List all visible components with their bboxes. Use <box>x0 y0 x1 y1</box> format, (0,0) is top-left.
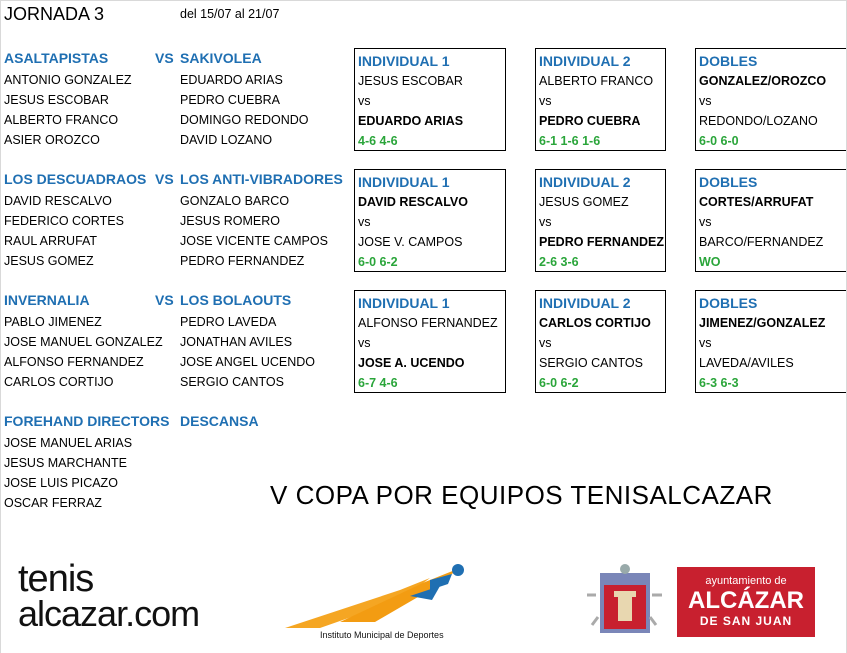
ayto-line3: DE SAN JUAN <box>699 614 793 628</box>
jornada-title: JORNADA 3 <box>4 4 105 24</box>
player-b: JOSE ANGEL UCENDO <box>180 355 315 369</box>
tournament-title: V COPA POR EQUIPOS TENISALCAZAR <box>270 480 773 510</box>
player-b: PEDRO CUEBRA <box>180 93 281 107</box>
dobles-box <box>695 48 846 151</box>
individual-1-box <box>354 169 506 272</box>
resting-player: JESUS MARCHANTE <box>4 456 127 470</box>
player-a: ANTONIO GONZALEZ <box>4 73 132 87</box>
box-title: INDIVIDUAL 1 <box>358 174 450 190</box>
imd-caption: Instituto Municipal de Deportes <box>320 630 444 640</box>
team-b-name: LOS BOLAOUTS <box>180 292 292 308</box>
box-player-2: EDUARDO ARIAS <box>358 114 464 128</box>
player-b: GONZALO BARCO <box>180 194 290 208</box>
team-a-name: ASALTAPISTAS <box>4 50 109 66</box>
box-player-1: ALFONSO FERNANDEZ <box>358 316 498 330</box>
box-player-2: BARCO/FERNANDEZ <box>699 235 824 249</box>
logo-text-line1: tenis <box>18 558 94 600</box>
box-title: INDIVIDUAL 2 <box>539 53 631 69</box>
player-a: ALBERTO FRANCO <box>4 113 119 127</box>
player-b: EDUARDO ARIAS <box>180 73 283 87</box>
individual-1-box <box>354 290 506 393</box>
box-player-1: CARLOS CORTIJO <box>539 316 651 330</box>
player-a: CARLOS CORTIJO <box>4 375 114 389</box>
player-a: JESUS GOMEZ <box>4 254 94 268</box>
resting-player: JOSE MANUEL ARIAS <box>4 436 133 450</box>
box-score: 6-0 6-2 <box>539 376 579 390</box>
player-b: DAVID LOZANO <box>180 133 273 147</box>
box-score: 2-6 3-6 <box>539 255 579 269</box>
ayto-line2: ALCÁZAR <box>688 587 804 614</box>
box-player-2: JOSE V. CAMPOS <box>358 235 463 249</box>
player-a: ALFONSO FERNANDEZ <box>4 355 144 369</box>
box-vs: vs <box>358 215 371 229</box>
box-score: 6-7 4-6 <box>358 376 398 390</box>
resting-player: JOSE LUIS PICAZO <box>4 476 118 490</box>
box-score: 4-6 4-6 <box>358 134 398 148</box>
player-a: JOSE MANUEL GONZALEZ <box>4 335 163 349</box>
ayuntamiento-logo <box>582 555 817 650</box>
box-vs: vs <box>358 94 371 108</box>
individual-1-box <box>354 48 506 151</box>
player-b: DOMINGO REDONDO <box>180 113 309 127</box>
box-player-2: SERGIO CANTOS <box>539 356 643 370</box>
box-score: 6-0 6-0 <box>699 134 739 148</box>
box-score: 6-1 1-6 1-6 <box>539 134 601 148</box>
player-a: JESUS ESCOBAR <box>4 93 109 107</box>
box-vs: vs <box>699 336 712 350</box>
player-b: JONATHAN AVILES <box>180 335 293 349</box>
coat-of-arms-icon <box>582 555 667 650</box>
box-player-2: JOSE A. UCENDO <box>358 356 465 370</box>
imd-logo <box>280 560 500 645</box>
box-player-1: JIMENEZ/GONZALEZ <box>699 316 826 330</box>
box-player-2: LAVEDA/AVILES <box>699 356 794 370</box>
player-a: DAVID RESCALVO <box>4 194 112 208</box>
date-range: del 15/07 al 21/07 <box>180 7 280 21</box>
individual-2-box <box>535 290 666 393</box>
player-a: FEDERICO CORTES <box>4 214 124 228</box>
box-title: INDIVIDUAL 1 <box>358 53 450 69</box>
individual-2-box <box>535 169 666 272</box>
player-a: ASIER OROZCO <box>4 133 100 147</box>
box-title: DOBLES <box>699 174 758 190</box>
ayto-line1: ayuntamiento de <box>705 575 787 587</box>
player-a: PABLO JIMENEZ <box>4 315 102 329</box>
player-b: PEDRO LAVEDA <box>180 315 277 329</box>
vs-label: VS <box>155 171 174 187</box>
box-player-2: PEDRO FERNANDEZ <box>539 235 665 249</box>
box-player-2: PEDRO CUEBRA <box>539 114 641 128</box>
box-player-1: ALBERTO FRANCO <box>539 74 654 88</box>
box-score: WO <box>699 255 721 269</box>
resting-player: OSCAR FERRAZ <box>4 496 102 510</box>
team-b-name: LOS ANTI-VIBRADORES <box>180 171 343 187</box>
box-vs: vs <box>358 336 371 350</box>
box-title: DOBLES <box>699 53 758 69</box>
logo-text-line2: alcazar.com <box>18 593 200 634</box>
descansa-label: DESCANSA <box>180 413 259 429</box>
dobles-box <box>695 169 846 272</box>
team-b-name: SAKIVOLEA <box>180 50 262 66</box>
box-vs: vs <box>539 336 552 350</box>
dobles-box <box>695 290 846 393</box>
box-player-1: GONZALEZ/OROZCO <box>699 74 827 88</box>
individual-2-box <box>535 48 666 151</box>
box-score: 6-3 6-3 <box>699 376 739 390</box>
box-player-1: JESUS GOMEZ <box>539 195 629 209</box>
player-b: SERGIO CANTOS <box>180 375 284 389</box>
player-b: PEDRO FERNANDEZ <box>180 254 305 268</box>
box-player-1: JESUS ESCOBAR <box>358 74 463 88</box>
box-title: DOBLES <box>699 295 758 311</box>
box-vs: vs <box>539 215 552 229</box>
box-title: INDIVIDUAL 2 <box>539 174 631 190</box>
box-player-2: REDONDO/LOZANO <box>699 114 818 128</box>
box-player-1: DAVID RESCALVO <box>358 195 468 209</box>
ayto-nameplate <box>677 567 815 637</box>
box-vs: vs <box>539 94 552 108</box>
player-b: JESUS ROMERO <box>180 214 281 228</box>
box-title: INDIVIDUAL 1 <box>358 295 450 311</box>
box-vs: vs <box>699 215 712 229</box>
box-score: 6-0 6-2 <box>358 255 398 269</box>
vs-label: VS <box>155 50 174 66</box>
box-vs: vs <box>699 94 712 108</box>
box-title: INDIVIDUAL 2 <box>539 295 631 311</box>
box-player-1: CORTES/ARRUFAT <box>699 195 814 209</box>
tenisalcazar-logo <box>18 558 248 637</box>
player-a: RAUL ARRUFAT <box>4 234 98 248</box>
player-b: JOSE VICENTE CAMPOS <box>180 234 328 248</box>
team-a-name: LOS DESCUADRAOS <box>4 171 147 187</box>
vs-label: VS <box>155 292 174 308</box>
resting-team-name: FOREHAND DIRECTORS <box>4 413 170 429</box>
imd-emblem <box>280 560 500 630</box>
team-a-name: INVERNALIA <box>4 292 90 308</box>
